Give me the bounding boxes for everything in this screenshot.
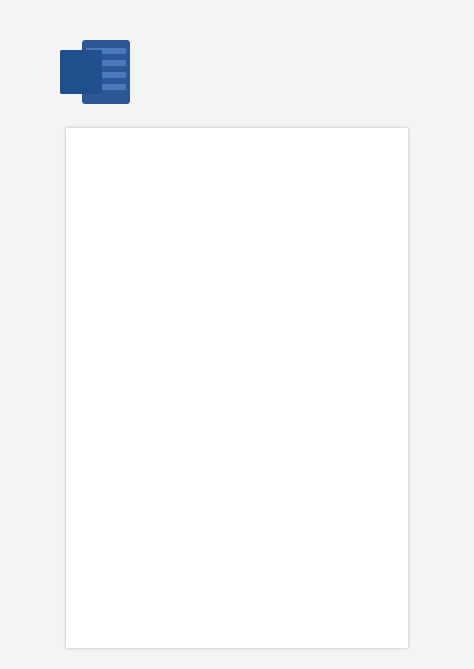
score-table bbox=[66, 128, 408, 648]
banner bbox=[0, 0, 474, 128]
document-page bbox=[66, 128, 408, 648]
word-document-icon bbox=[60, 38, 132, 106]
